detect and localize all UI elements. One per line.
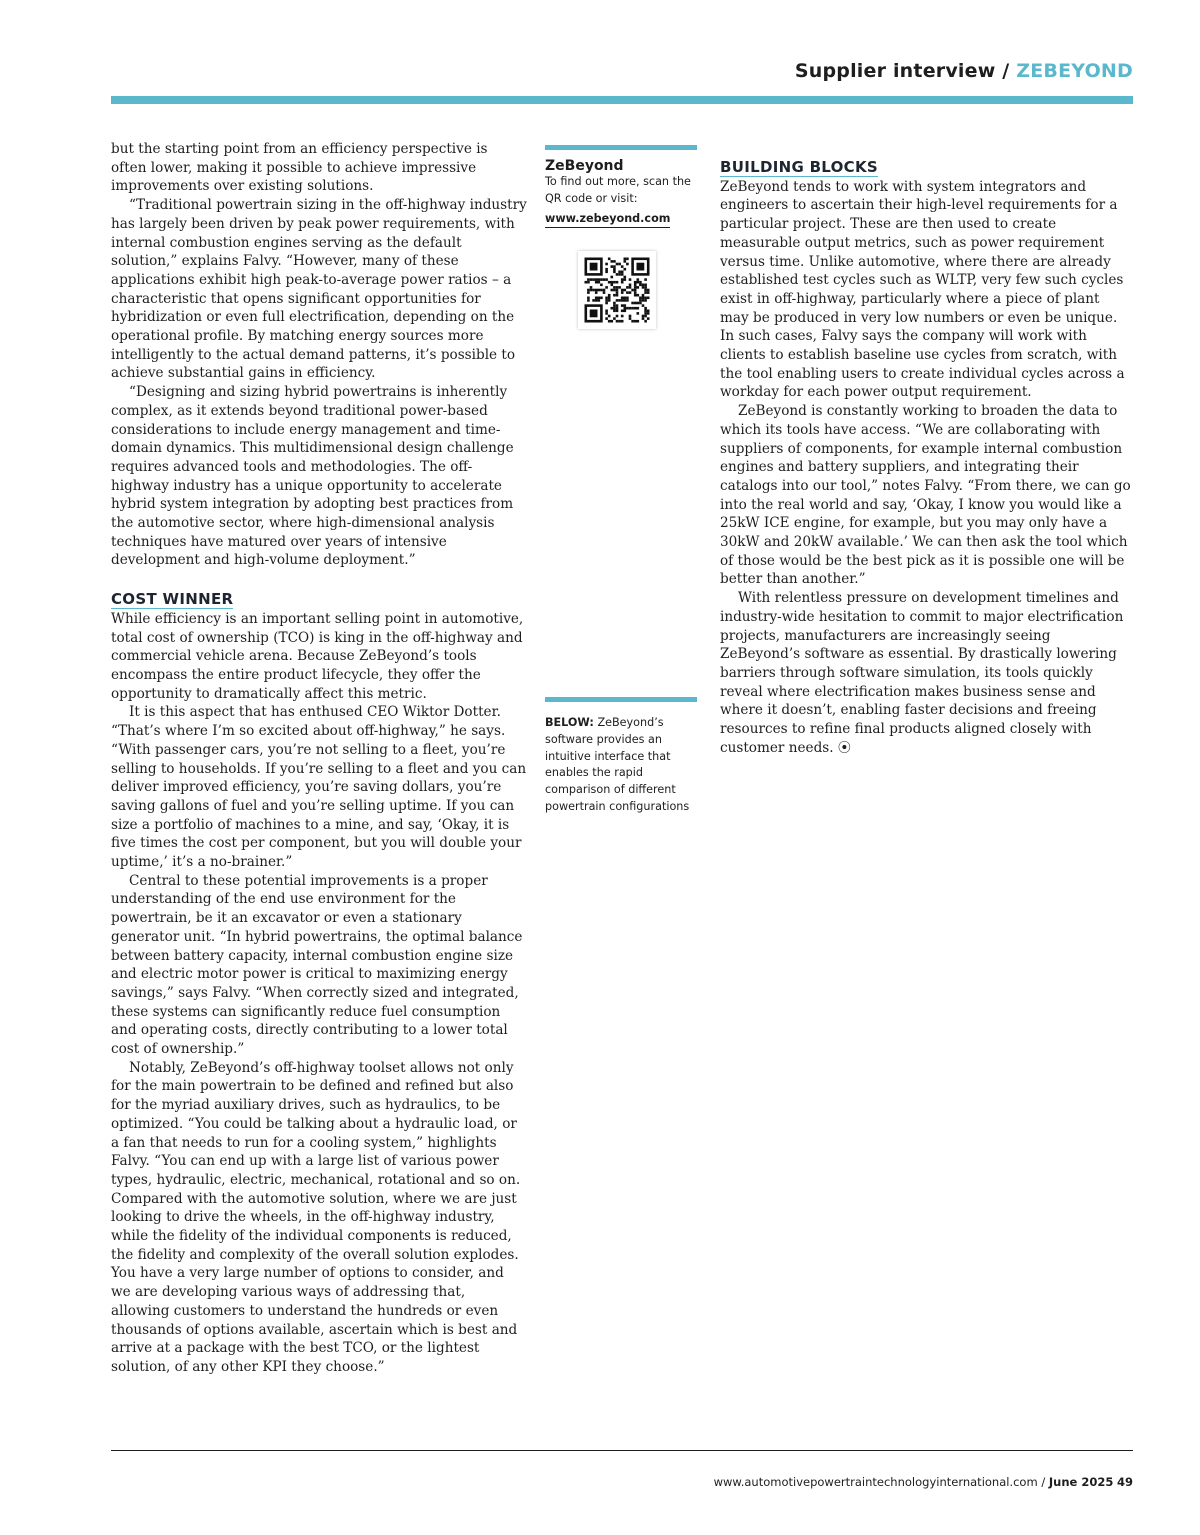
paragraph: Notably, ZeBeyond’s off-highway toolset allows not only for the main powertrain to be defined and refined but also for the myriad auxiliary drives, such as hydraulics, to be optimized. “You could be talking about a hydraulic load, or a fan that needs to run for a cooling system,” highlights Falvy. “You can end up with a large list of various power types, hydraulic, electric, mechanical, rotational and so on. Compared with the automotive solution, where we are just looking to drive the wheels, in the off-highway industry, while the fidelity of the individual components is reduced, the fidelity and complexity of the overall solution explodes. You have a very large number of options to consider, and we are developing various ways of addressing that, allowing customers to understand the hundreds or even thousands of options available, ascertain which is best and arrive at a package with the best TCO, or the lightest solution, of any other KPI they choose.”: [111, 1059, 521, 1375]
caption-label: BELOW:: [545, 716, 594, 729]
info-box-rule: [545, 145, 697, 150]
paragraph: While efficiency is an important selling point in automotive, total cost of ownership (TCO) is king in the off-highway and commercial vehicle arena. Because ZeBeyond’s tools encompass the entire product lifecycle, they offer the opportunity to dramatically affect this metric.: [111, 610, 524, 702]
paragraph: but the starting point from an efficiency perspective is often lower, making it possible to achieve impressive improvements over existing solutions.: [111, 141, 488, 195]
info-box-title: ZeBeyond: [545, 158, 624, 174]
article-column-1: [111, 140, 527, 1377]
header-rule: [111, 96, 1133, 104]
header-brand: ZEBEYOND: [1016, 60, 1133, 82]
paragraph: ZeBeyond tends to work with system integrators and engineers to ascertain their high-level requirements for a particular project. These are then used to create measurable output metrics, such as power requirement versus time. Unlike automotive, where there are already established test cycles such as WLTP, very few such cycles exist in off-highway, particularly where a piece of plant may be produced in very low numbers or even be unique. In such cases, Falvy says the company will work with clients to establish baseline use cycles from scratch, with the tool enabling users to create individual cycles across a workday for each power output requirement.: [720, 178, 1125, 401]
paragraph: Central to these potential improvements is a proper understanding of the end use environment for the powertrain, be it an excavator or even a stationary generator unit. “In hybrid powertrains, the optimal balance between battery capacity, internal combustion engine size and electric motor power is critical to maximizing energy savings,” says Falvy. “When correctly sized and integrated, these systems can significantly reduce fuel consumption and operating costs, directly contributing to a lower total cost of ownership.”: [111, 872, 523, 1058]
page-number: 49: [1116, 1475, 1133, 1489]
page-footer: [714, 1475, 1133, 1489]
info-box: [545, 145, 697, 329]
subhead-cost-winner: COST WINNER: [111, 590, 234, 609]
footer-issue: June 2025: [1048, 1475, 1114, 1489]
header-section: Supplier interview /: [794, 60, 1010, 82]
paragraph: “Traditional powertrain sizing in the off-highway industry has largely been driven by peak power requirements, with internal combustion engines serving as the default solution,” explains Falvy. “However, many of these applications exhibit high peak-to-average power ratios – a characteristic that opens significant opportunities for hybridization or even full electrification, depending on the operational profile. By matching energy sources more intelligently to the actual demand patterns, it’s possible to achieve substantial gains in efficiency.: [111, 197, 527, 382]
paragraph: [720, 589, 1132, 758]
info-box-text: To find out more, scan the QR code or visit:: [545, 175, 691, 205]
caption-rule: [545, 697, 697, 702]
footer-rule: [111, 1450, 1133, 1451]
image-caption: [545, 697, 697, 816]
paragraph: ZeBeyond is constantly working to broaden the data to which its tools have access. “We are collaborating with suppliers of components, for example internal combustion engines and battery suppliers, and integrating their catalogs into our tool,” notes Falvy. “From there, we can go into the real world and say, ‘Okay, I know you would like a 25kW ICE engine, for example, but you may only have a 30kW and 20kW available.’ We can then ask the tool which of those would be the best pick as it is possible one will be better than another.”: [720, 403, 1131, 588]
subhead-building-blocks: BUILDING BLOCKS: [720, 158, 879, 176]
qr-code-graphic: [578, 251, 656, 329]
qr-code-icon[interactable]: [578, 251, 656, 329]
paragraph: It is this aspect that has enthused CEO Wiktor Dotter. “That’s where I’m so excited about off-highway,” he says. “With passenger cars, you’re not selling to a fleet, you’re selling to households. If you’re selling to a fleet and you can deliver improved efficiency, you’re saving dollars, you’re saving gallons of fuel and you’re selling uptime. If you can size a portfolio of machines to a mine, and say, ‘Okay, it is five times the cost per component, but you will double your uptime,’ it’s a no-brainer.”: [111, 704, 527, 871]
end-of-article-icon: ⦿: [837, 740, 851, 756]
article-column-3: [720, 158, 1132, 759]
footer-url: www.automotivepowertraintechnologyinternational.com /: [713, 1475, 1046, 1489]
caption-body: ZeBeyond’s software provides an intuitive interface that enables the rapid comparison of different powertrain configurations: [545, 716, 690, 813]
paragraph: “Designing and sizing hybrid powertrains is inherently complex, as it extends beyond traditional power-based considerations to include energy management and time-domain dynamics. This multidimensional design challenge requires advanced tools and methodologies. The off-highway industry has a unique opportunity to accelerate hybrid system integration by adopting best practices from the automotive sector, where high-dimensional analysis techniques have matured over years of intensive development and high-volume deployment.”: [111, 384, 514, 569]
website-link[interactable]: www.zebeyond.com: [545, 211, 670, 228]
caption-text: [545, 715, 697, 816]
paragraph-text: With relentless pressure on development timelines and industry-wide hesitation to commit to major electrification projects, manufacturers are increasingly seeing ZeBeyond’s software as essential. By drastically lowering barriers through software simulation, its tools quickly reveal where electrification makes business sense and where it doesn’t, enabling faster decisions and freeing resources to refine final products aligned closely with customer needs.: [720, 590, 1124, 756]
running-header: [795, 60, 1133, 82]
